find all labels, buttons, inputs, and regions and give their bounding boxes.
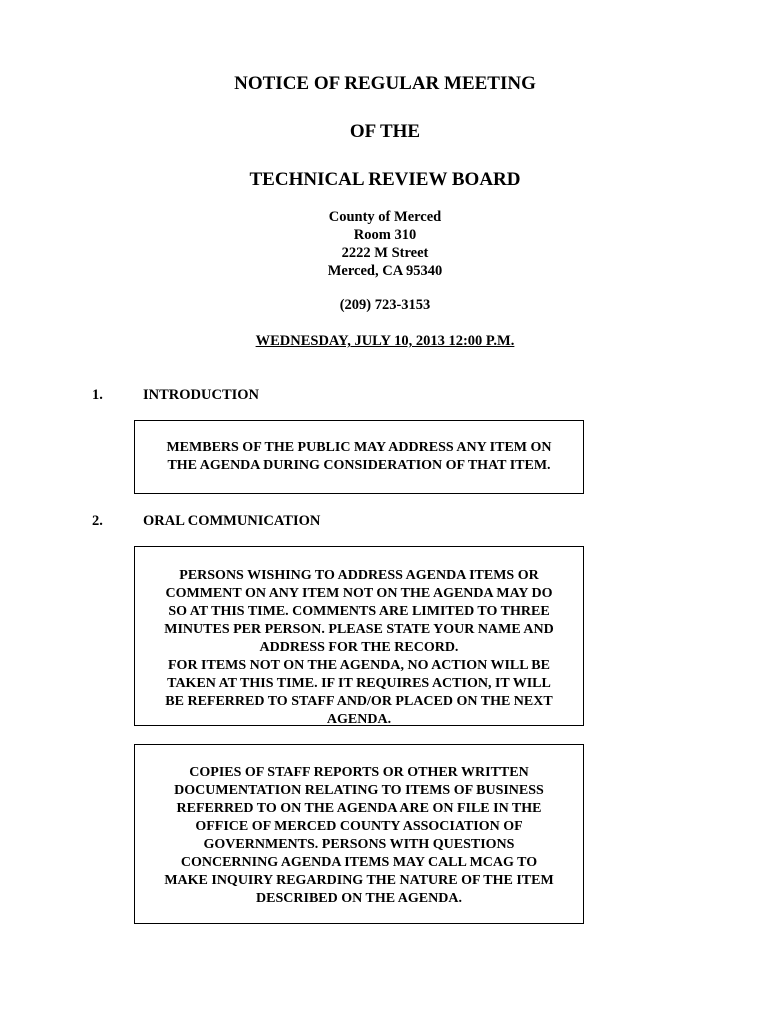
box-text-line: PERSONS WISHING TO ADDRESS AGENDA ITEMS OR [179,568,539,583]
box-text-line: OFFICE OF MERCED COUNTY ASSOCIATION OF [195,819,523,834]
box-text-line: AGENDA. [326,712,392,727]
section-title-oral-communication: ORAL COMMUNICATION [143,513,321,529]
address-line: Room 310 [353,227,417,243]
section-number: 2. [92,513,103,529]
box-text-line: MINUTES PER PERSON. PLEASE STATE YOUR NAME AND [164,622,554,637]
box-text-line: COMMENT ON ANY ITEM NOT ON THE AGENDA MAY DO [165,586,553,601]
box-text-line: COPIES OF STAFF REPORTS OR OTHER WRITTEN [189,765,529,780]
address-line: County of Merced [328,209,442,225]
box-text-line: CONCERNING AGENDA ITEMS MAY CALL MCAG TO [180,855,538,870]
box-text-line: ADDRESS FOR THE RECORD. [259,640,459,655]
box-text-line: DESCRIBED ON THE AGENDA. [256,891,462,906]
box-text-line: DOCUMENTATION RELATING TO ITEMS OF BUSINESS [174,783,544,798]
box-text-line: FOR ITEMS NOT ON THE AGENDA, NO ACTION WILL BE [168,658,550,673]
section-title-introduction: INTRODUCTION [143,387,260,403]
notice-title-of-the: OF THE [349,121,421,142]
box-text-line: GOVERNMENTS. PERSONS WITH QUESTIONS [203,837,515,852]
box-text-line: MEMBERS OF THE PUBLIC MAY ADDRESS ANY ITEM ON [166,440,552,455]
staff-reports-notice-box [134,744,584,924]
address-line: Merced, CA 95340 [327,263,443,279]
notice-title: NOTICE OF REGULAR MEETING [234,73,536,94]
box-text-line: REFERRED TO ON THE AGENDA ARE ON FILE IN THE [176,801,542,816]
box-text-line: TAKEN AT THIS TIME. IF IT REQUIRES ACTION, IT WILL [167,676,551,691]
meeting-date: WEDNESDAY, JULY 10, 2013 12:00 P.M. [255,333,515,349]
box-text-line: THE AGENDA DURING CONSIDERATION OF THAT ITEM. [167,458,551,473]
oral-communication-notice-box [134,546,584,726]
board-title: TECHNICAL REVIEW BOARD [249,169,521,190]
box-text-line: BE REFERRED TO STAFF AND/OR PLACED ON THE NEXT [165,694,553,709]
introduction-notice-box [134,420,584,494]
box-text-line: MAKE INQUIRY REGARDING THE NATURE OF THE ITEM [164,873,554,888]
phone-number: (209) 723-3153 [339,297,431,313]
meeting-address [0,208,770,280]
section-number: 1. [92,387,103,403]
address-line: 2222 M Street [341,245,429,261]
box-text-line: SO AT THIS TIME. COMMENTS ARE LIMITED TO THREE [168,604,550,619]
